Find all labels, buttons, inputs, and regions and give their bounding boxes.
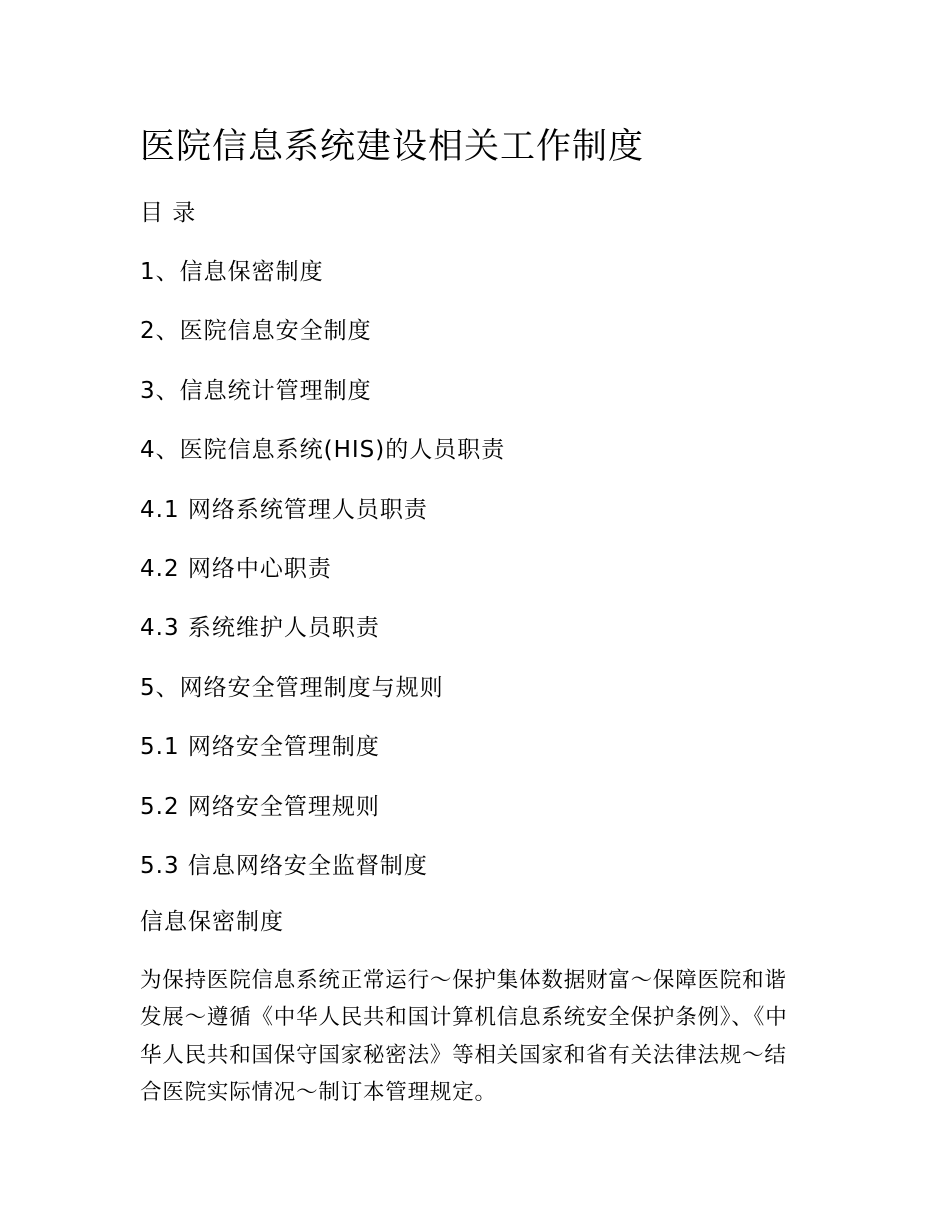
section-paragraph: 为保持医院信息系统正常运行～保护集体数据财富～保障医院和谐发展～遵循《中华人民共和国计算机信息系统安全保护条例》、《中华人民共和国保守国家秘密法》等相关国家和省有关法律法规～结合医院实际情况～制订本管理规定。: [140, 968, 788, 1105]
toc-item: 2、医院信息安全制度: [140, 318, 372, 345]
toc-item: 5.1 网络安全管理制度: [140, 734, 380, 761]
toc-item: 4.1 网络系统管理人员职责: [140, 496, 428, 523]
toc-item: 4、医院信息系统(HIS)的人员职责: [140, 437, 506, 464]
toc-item: 1、信息保密制度: [140, 259, 324, 285]
toc-item: 3、信息统计管理制度: [140, 377, 372, 404]
toc-item: 4.3 系统维护人员职责: [140, 615, 380, 642]
table-of-contents: [140, 255, 820, 908]
toc-item: 5.3 信息网络安全监督制度: [140, 852, 428, 879]
document-title: 医院信息系统建设相关工作制度: [140, 127, 645, 167]
toc-heading: 目 录: [140, 200, 197, 226]
section-heading: 信息保密制度: [140, 909, 284, 935]
toc-item: 5.2 网络安全管理规则: [140, 793, 380, 820]
toc-item: 4.2 网络中心职责: [140, 555, 332, 582]
toc-item: 5、网络安全管理制度与规则: [140, 674, 444, 701]
